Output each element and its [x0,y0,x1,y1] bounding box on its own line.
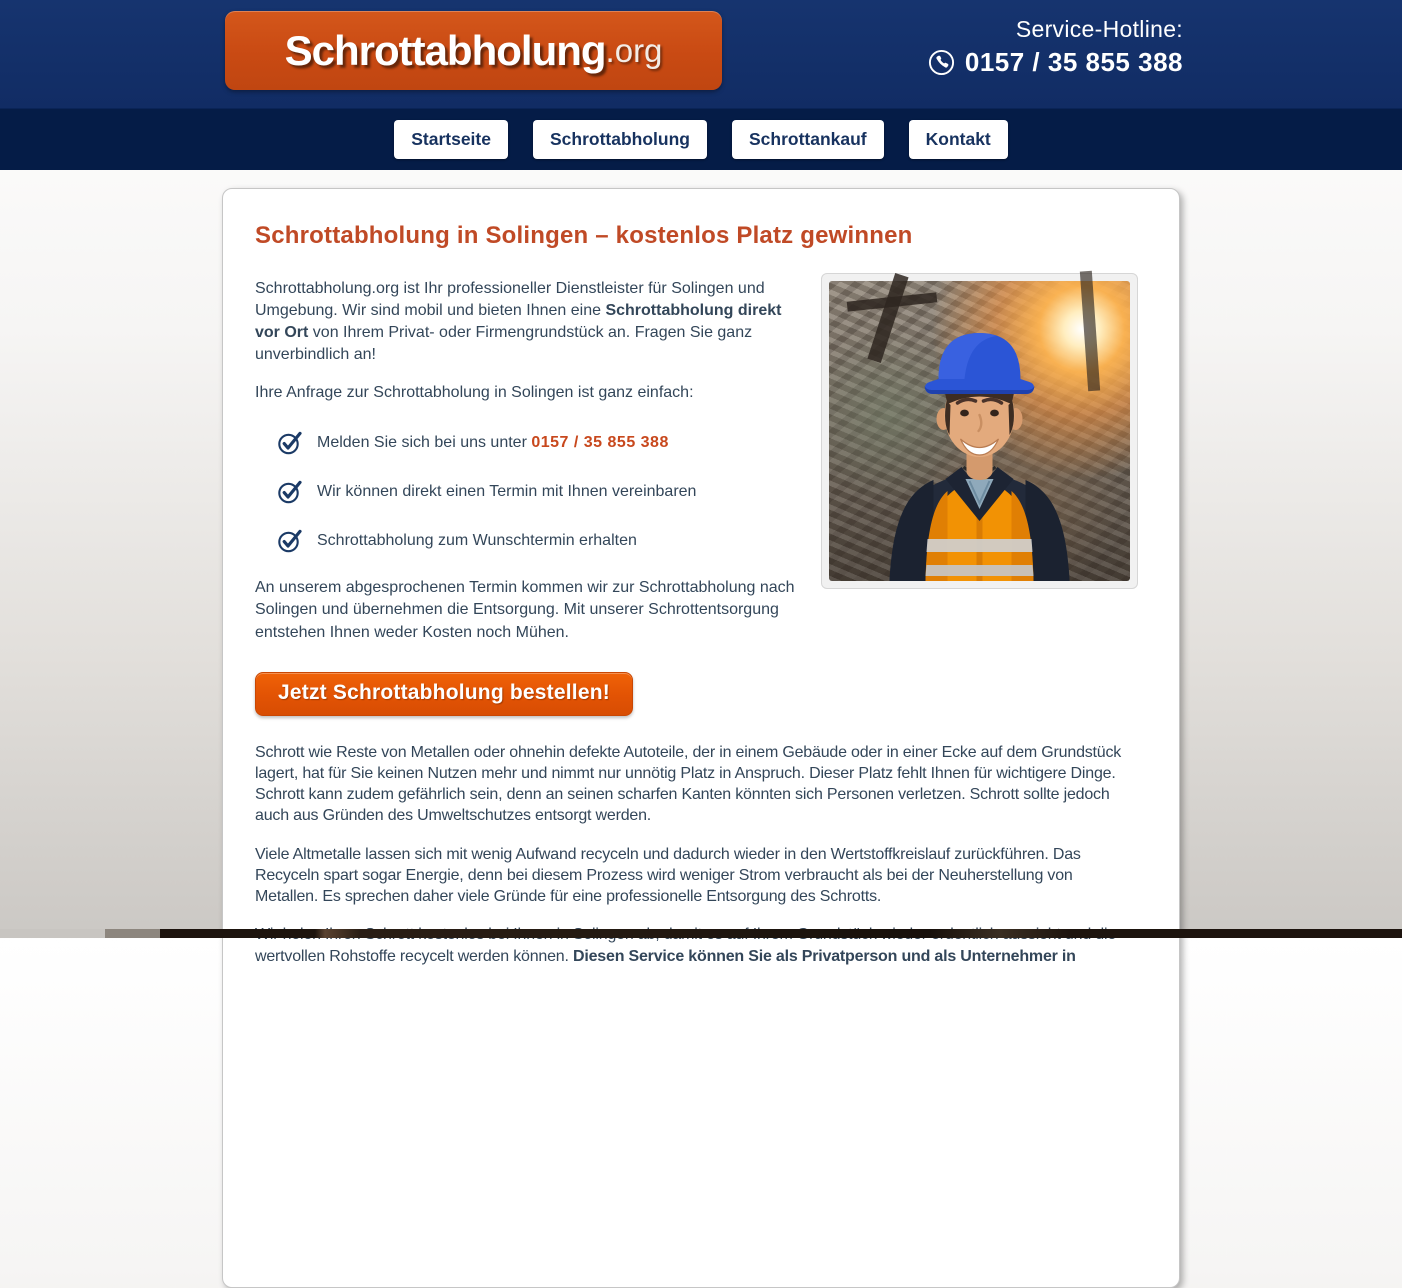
appointment-paragraph: An unserem abgesprochenen Termin kommen wir zur Schrottabholung nach Solingen und übernehmen die Entsorgung. Mit unserer Schrottentsorgung entstehen Ihnen weder Kosten noch Mühen. [255,579,795,641]
nav-item-schrottabholung[interactable]: Schrottabholung [533,120,707,159]
worker-photo-frame [821,273,1138,589]
checklist-text [317,481,696,503]
checklist-text-pre: Schrottabholung zum Wunschtermin erhalten [317,532,637,550]
top-header [0,0,1402,108]
intro-post: von Ihrem Privat- oder Firmengrundstück an. Fragen Sie ganz unverbindlich an! [255,324,753,364]
check-circle-icon [277,528,303,554]
next-section-image-strip [0,929,1402,938]
site-logo[interactable] [225,11,722,90]
worker-illustration [829,281,1130,581]
intro-pre: Schrottabholung.org ist Ihr professioneller Dienstleister für Solingen und Umgebung. Wir sind mobil und bieten Ihnen eine [255,280,765,320]
nav-item-kontakt[interactable]: Kontakt [909,120,1008,159]
check-circle-icon [277,479,303,505]
phone-icon [928,49,955,76]
checklist-text-pre: Wir können direkt einen Termin mit Ihnen vereinbaren [317,483,697,501]
hotline-label: Service-Hotline: [1015,16,1183,42]
main-nav [0,108,1402,170]
intro-paragraph [255,278,800,366]
paragraph-final-bold: Diesen Service können Sie als Privatperson und als Unternehmer in [573,947,1076,965]
worker-photo [829,281,1130,581]
checklist-text-pre: Melden Sie sich bei uns unter [317,434,532,452]
nav-item-schrottankauf[interactable]: Schrottankauf [732,120,884,159]
checklist-phone-number[interactable]: 0157 / 35 855 388 [531,434,669,452]
logo-text-main: Schrottabholung [284,26,606,74]
benefits-checklist [277,430,800,554]
checklist-item [277,528,800,554]
check-circle-icon [277,430,303,456]
paragraph-recycle: Viele Altmetalle lassen sich mit wenig Aufwand recyceln und dadurch wieder in den Wertstoffkreislauf zurückführen. Das Recyceln spart sogar Energie, denn bei diesem Prozess wird weniger Strom verbraucht als bei der Neuherstellung von Metallen. Es sprechen daher viele Gründe für eine professionelle Entsorgung des Schrotts. [255,845,1081,906]
logo-text-suffix: .org [605,31,663,69]
nav-item-startseite[interactable]: Startseite [394,120,508,159]
checklist-item [277,430,800,456]
content-card [222,188,1180,1288]
steps-intro: Ihre Anfrage zur Schrottabholung in Solingen ist ganz einfach: [255,384,694,402]
order-pickup-cta-button[interactable]: Jetzt Schrottabholung bestellen! [255,672,633,716]
checklist-item [277,479,800,505]
checklist-text [317,530,637,552]
checklist-text [317,432,669,454]
paragraph-final-pre: wertvollen Rohstoffe recycelt werden können. [255,947,569,965]
intro-column [255,278,800,644]
intro-bold: Schrottabholung direkt vor Ort [255,302,782,342]
service-hotline [928,16,1183,78]
paragraph-schrott: Schrott wie Reste von Metallen oder ohnehin defekte Autoteile, der in einem Gebäude oder in einer Ecke auf dem Grundstück lagert, hat für Sie keinen Nutzen mehr und nimmt nur unnötig Platz in Anspruch. Dieser Platz fehlt Ihnen für wichtigere Dinge. Schrott kann zudem gefährlich sein, denn an seinen scharfen Kanten könnten sich Personen verletzen. Schrott sollte jedoch auch aus Gründen des Umweltschutzes entsorgt werden. [255,743,1122,825]
hotline-number[interactable]: 0157 / 35 855 388 [964,47,1183,77]
page-title: Schrottabholung in Solingen – kostenlos Platz gewinnen [255,222,913,249]
